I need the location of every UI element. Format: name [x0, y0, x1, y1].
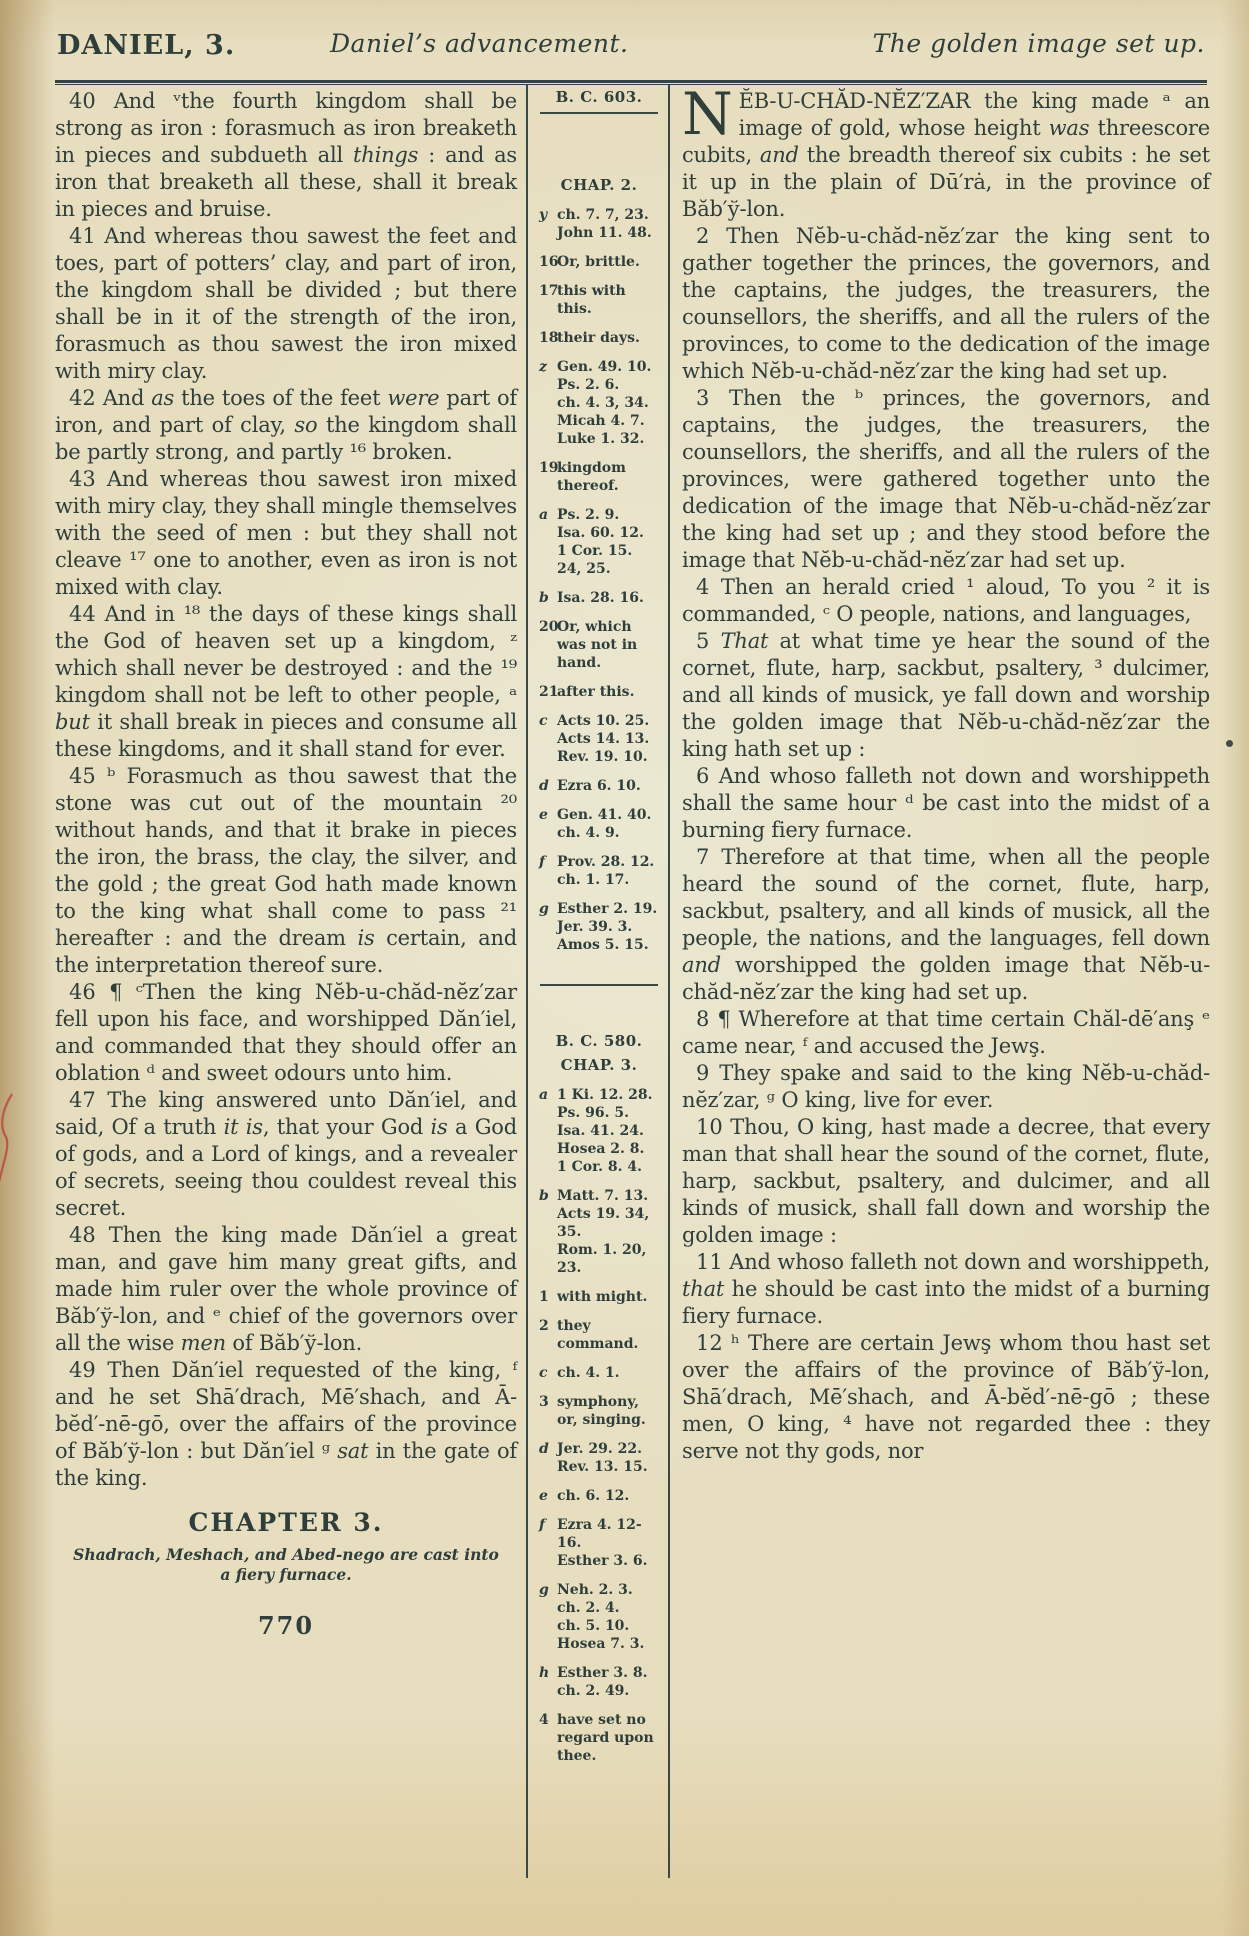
ref-line: ch. 5. 10.	[557, 1618, 630, 1634]
verse-number: 46	[69, 980, 96, 1004]
ref-line: Jer. 29. 22.	[557, 1441, 642, 1457]
ref-line: 1 Cor. 8. 4.	[557, 1159, 643, 1175]
ref-line: Jer. 39. 3.	[557, 919, 633, 935]
verse-number: 9	[696, 1061, 710, 1085]
ref-line: kingdom thereof.	[557, 460, 626, 494]
ref-line: ch. 4. 1.	[557, 1365, 620, 1381]
ref-line: Ps. 2. 6.	[557, 377, 620, 393]
ref-line: John 11. 48.	[557, 225, 652, 241]
page-number: 770	[257, 1611, 315, 1640]
ref-line: Acts 10. 25.	[557, 713, 650, 729]
ref-line: Rev. 19. 10.	[557, 749, 648, 765]
verse-number: 44	[69, 602, 96, 626]
verse-8: 8 ¶ Wherefore at that time certain Chăl-dē′anş ᵉ came near, ᶠ and accused the Jewş.	[682, 1007, 1210, 1058]
ref-line: after this.	[557, 684, 635, 700]
chapter-3-summary: Shadrach, Meshach, and Abed-nego are cast into a fiery furnace.	[73, 1545, 499, 1584]
ref-marker: 19	[539, 460, 559, 476]
ref-marker: c	[539, 713, 548, 729]
ref-marker: f	[539, 854, 546, 870]
cross-ref-e	[538, 806, 660, 842]
verse-number: 5	[696, 629, 710, 653]
verse-number: 48	[69, 1223, 96, 1247]
verse-11: 11 And whoso falleth not down and worshippeth, that he should be cast into the midst of a burning fiery furnace.	[682, 1250, 1210, 1328]
verse-49: 49 Then Dăn′iel requested of the king, ᶠ and he set Shā′drach, Mē′shach, and Ā-bĕd′-nē-gō, over the affairs of the province of Băb′ў-lon : but Dăn′iel ᵍ sat in the gate of the king.	[55, 1358, 517, 1490]
cross-ref-d	[538, 1440, 660, 1476]
verse-number: 43	[69, 467, 96, 491]
ref-marker: z	[539, 359, 547, 375]
ref-marker: 4	[539, 1712, 549, 1728]
cross-ref-16	[538, 253, 660, 271]
ref-marker: 16	[539, 254, 559, 270]
ref-line: their days.	[557, 330, 640, 346]
ref-marker: a	[539, 1087, 549, 1103]
ref-line: Ps. 96. 5.	[557, 1105, 630, 1121]
ref-marker: d	[539, 778, 549, 794]
verse-2: 2 Then Nĕb-u-chăd-nĕz′zar the king sent to gather together the princes, the governors, and the captains, the judges, the treasurers, the counsellors, the sheriffs, and all the rulers of the provinces, to come to the dedication of the image which Nĕb-u-chăd-nĕz′zar the king had set up.	[682, 224, 1210, 383]
ref-line: Rev. 13. 15.	[557, 1459, 648, 1475]
ref-line: Ezra 4. 12-16.	[557, 1517, 642, 1551]
ref-line: with might.	[557, 1289, 648, 1305]
ref-line: ch. 7. 7, 23.	[557, 207, 649, 223]
ref-marker: g	[539, 1582, 549, 1598]
cross-ref-3	[538, 1393, 660, 1429]
ref-marker: h	[539, 1665, 550, 1681]
red-pen-mark	[0, 1092, 23, 1188]
ref-marker: d	[539, 1441, 549, 1457]
cross-ref-g	[538, 900, 660, 954]
ref-line: have set no regard upon thee.	[557, 1712, 654, 1764]
ref-marker: e	[539, 807, 548, 823]
verse-number: 10	[696, 1115, 723, 1139]
ref-marker: 21	[539, 684, 559, 700]
verse-41: 41 And whereas thou sawest the feet and toes, part of potters’ clay, and part of iron, the kingdom shall be divided ; but there shall be in it of the strength of the iron, forasmuch as thou sawest the iron mixed with miry clay.	[55, 224, 517, 383]
ref-line: ch. 1. 17.	[557, 872, 630, 888]
cross-ref-a	[538, 1086, 660, 1176]
ref-line: Or, which was not in hand.	[557, 619, 638, 671]
cross-ref-f	[538, 853, 660, 889]
ref-line: Amos 5. 15.	[557, 937, 649, 953]
cross-ref-h	[538, 1664, 660, 1700]
ref-marker: b	[539, 590, 549, 606]
daniel-3-verses	[682, 80, 1211, 1465]
ref-line: Ps. 2. 9.	[557, 507, 620, 523]
ref-marker: y	[539, 207, 548, 223]
ref-line: Ezra 6. 10.	[557, 778, 641, 794]
column-rule-left	[526, 84, 528, 1878]
ref-marker: 2	[539, 1318, 549, 1334]
left-text-column	[55, 88, 517, 1640]
chapter-label: CHAP. 3.	[560, 1056, 638, 1074]
page-header	[0, 24, 1249, 78]
ref-line: Isa. 28. 16.	[557, 590, 644, 606]
ref-line: Gen. 49. 10.	[557, 359, 652, 375]
ref-marker: 18	[539, 330, 559, 346]
cross-ref-z	[538, 358, 660, 448]
cross-ref-e	[538, 1487, 660, 1505]
verse-5: 5 That at what time ye hear the sound of the cornet, flute, harp, sackbut, psaltery, ³ dulcimer, and all kinds of musick, ye fall down and worship the golden image that Nĕb-u-chăd-nĕz′zar the king hath set up :	[682, 629, 1210, 761]
verse-number: 42	[69, 386, 96, 410]
verse-45: 45 ᵇ Forasmuch as thou sawest that the stone was cut out of the mountain ²⁰ without hands, and that it brake in pieces the iron, the brass, the clay, the silver, and the gold ; the great God hath made known to the king what shall come to pass ²¹ hereafter : and the dream is certain, and the interpretation thereof sure.	[55, 764, 518, 977]
verse-10: 10 Thou, O king, hast made a decree, that every man that shall hear the sound of the cornet, flute, harp, sackbut, psaltery, and dulcimer, and all kinds of musick, shall fall down and worship the golden image :	[682, 1115, 1211, 1247]
running-head-right: The golden image set up.	[872, 29, 1205, 58]
ref-marker: 3	[539, 1394, 549, 1410]
cross-ref-4	[538, 1711, 660, 1765]
ref-line: Isa. 41. 24.	[557, 1123, 644, 1139]
verse-1: NĔB-U-CHĂD-NĔZ′ZAR the king made ᵃ an image of gold, whose height was threescore cubits, and the breadth thereof six cubits : he set it up in the plain of Dū′rȧ, in the province of Băb′ў-lon.	[682, 80, 1210, 221]
cross-reference-column	[538, 88, 660, 1776]
ref-marker: b	[539, 1188, 549, 1204]
ref-line: Or, brittle.	[557, 254, 640, 270]
ref-marker: g	[539, 901, 549, 917]
verse-number: 8	[696, 1007, 710, 1031]
ref-line: ch. 2. 4.	[557, 1600, 620, 1616]
ref-marker: f	[539, 1517, 546, 1533]
ref-line: Micah 4. 7.	[557, 413, 645, 429]
ref-line: they command.	[557, 1318, 639, 1352]
column-rule-right	[668, 84, 670, 1878]
verse-48: 48 Then the king made Dăn′iel a great man, and gave him many great gifts, and made him ruler over the whole province of Băb′ў-lon, and ᵉ chief of the governors over all the wise men of Băb′ў-lon.	[55, 1223, 517, 1355]
verse-number: 12	[696, 1331, 723, 1355]
cross-ref-d	[538, 777, 660, 795]
right-text-column	[682, 80, 1211, 1465]
page-title: DANIEL, 3.	[57, 30, 236, 61]
ref-line: Matt. 7. 13.	[557, 1188, 649, 1204]
verse-number: 6	[696, 764, 710, 788]
cross-ref-y	[538, 206, 660, 242]
cross-ref-20	[538, 618, 660, 672]
ref-line: ch. 6. 12.	[557, 1488, 630, 1504]
ref-line: Hosea 7. 3.	[557, 1636, 645, 1652]
ref-line: Prov. 28. 12.	[557, 854, 655, 870]
ref-line: Neh. 2. 3.	[557, 1582, 633, 1598]
cross-ref-c	[538, 712, 660, 766]
ref-marker: e	[539, 1488, 548, 1504]
ref-marker: c	[539, 1365, 548, 1381]
ref-line: Esther 3. 8.	[557, 1665, 648, 1681]
verse-9: 9 They spake and said to the king Nĕb-u-chăd-nĕz′zar, ᵍ O king, live for ever.	[682, 1061, 1210, 1112]
cross-ref-18	[538, 329, 660, 347]
cross-ref-a	[538, 506, 660, 578]
ref-line: Gen. 41. 40.	[557, 807, 652, 823]
cross-ref-b	[538, 1187, 660, 1277]
ref-line: 1 Cor. 15. 24, 25.	[557, 543, 633, 577]
ref-marker: 17	[539, 283, 559, 299]
verse-47: 47 The king answered unto Dăn′iel, and said, Of a truth it is, that your God is a God of gods, and a Lord of kings, and a revealer of secrets, seeing thou couldest reveal this secret.	[55, 1088, 518, 1220]
daniel-2-verses	[55, 88, 517, 1492]
ref-line: symphony, or, singing.	[557, 1394, 646, 1428]
verse-number: 47	[69, 1088, 96, 1112]
verse-3: 3 Then the ᵇ princes, the governors, and captains, the judges, the treasurers, the counsellors, the sheriffs, and all the rulers of the provinces, were gathered together unto the dedication of the image that Nĕb-u-chăd-nĕz′zar the king had set up ; and they stood before the image that Nĕb-u-chăd-nĕz′zar had set up.	[682, 386, 1210, 572]
cross-ref-g	[538, 1581, 660, 1653]
verse-number: 4	[696, 575, 710, 599]
ref-marker: 20	[539, 619, 559, 635]
ref-line: Esther 3. 6.	[557, 1553, 648, 1569]
cross-ref-f	[538, 1516, 660, 1570]
ref-marker: 1	[539, 1289, 549, 1305]
ref-line: ch. 2. 49.	[557, 1683, 630, 1699]
verse-number: 11	[696, 1250, 723, 1274]
cross-ref-b	[538, 589, 660, 607]
verse-number: 41	[69, 224, 96, 248]
verse-44: 44 And in ¹⁸ the days of these kings shall the God of heaven set up a kingdom, ᶻ which shall never be destroyed : and the ¹⁹ kingdom shall not be left to other people, ᵃ but it shall break in pieces and consume all these kingdoms, and it shall stand for ever.	[55, 602, 517, 761]
ref-line: Acts 14. 13.	[557, 731, 650, 747]
ink-spot	[1226, 740, 1233, 747]
ref-line: this with this.	[557, 283, 626, 317]
cross-ref-2	[538, 1317, 660, 1353]
section-divider-rule	[540, 984, 658, 986]
verse-number: 2	[696, 224, 710, 248]
verse-number: 49	[69, 1358, 96, 1382]
verse-number: 45	[69, 764, 96, 788]
verse-40: 40 And ᵛthe fourth kingdom shall be strong as iron : forasmuch as iron breaketh in pieces and subdueth all things : and as iron that breaketh all these, shall it break in pieces and bruise.	[55, 89, 517, 221]
verse-42: 42 And as the toes of the feet were part of iron, and part of clay, so the kingdom shall be partly strong, and partly ¹⁶ broken.	[55, 386, 518, 464]
ref-line: Isa. 60. 12.	[557, 525, 644, 541]
chapter-3-heading: CHAPTER 3.	[188, 1508, 384, 1537]
cross-ref-21	[538, 683, 660, 701]
dropcap-initial: N	[682, 80, 733, 148]
cross-ref-19	[538, 459, 660, 495]
verse-6: 6 And whoso falleth not down and worshippeth shall the same hour ᵈ be cast into the midst of a burning fiery furnace.	[682, 764, 1210, 842]
cross-ref-1	[538, 1288, 660, 1306]
ref-line: ch. 4. 3, 34.	[557, 395, 649, 411]
bc-rule	[540, 112, 658, 114]
cross-ref-c	[538, 1364, 660, 1382]
ref-line: Acts 19. 34, 35.	[557, 1206, 650, 1240]
ref-line: 1 Ki. 12. 28.	[557, 1087, 653, 1103]
ref-line: Rom. 1. 20, 23.	[557, 1242, 647, 1276]
bc-date-label: B. C. 580.	[555, 1032, 643, 1050]
verse-7: 7 Therefore at that time, when all the people heard the sound of the cornet, flute, harp, sackbut, psaltery, and all kinds of musick, all the people, the nations, and the languages, fell down and worshipped the golden image that Nĕb-u-chăd-nĕz′zar the king had set up.	[682, 845, 1210, 1004]
cross-ref-17	[538, 282, 660, 318]
chapter-label: CHAP. 2.	[560, 176, 638, 194]
ref-line: Esther 2. 19.	[557, 901, 658, 917]
verse-12: 12 ʰ There are certain Jewş whom thou hast set over the affairs of the province of Băb′ў-lon, Shā′drach, Mē′shach, and Ā-bĕd′-nē-gō ; these men, O king, ⁴ have not regarded thee : they serve not thy gods, nor	[682, 1331, 1210, 1463]
running-head-left: Daniel’s advancement.	[330, 29, 629, 58]
ref-line: ch. 4. 9.	[557, 825, 620, 841]
verse-number: 3	[696, 386, 710, 410]
verse-number: 40	[69, 89, 96, 113]
verse-number: 7	[696, 845, 710, 869]
verse-43: 43 And whereas thou sawest iron mixed with miry clay, they shall mingle themselves with the seed of men : but they shall not cleave ¹⁷ one to another, even as iron is not mixed with clay.	[55, 467, 517, 599]
verse-46: 46 ¶ ᶜThen the king Nĕb-u-chăd-nĕz′zar fell upon his face, and worshipped Dăn′iel, and commanded that they should offer an oblation ᵈ and sweet odours unto him.	[55, 980, 517, 1085]
verse-4: 4 Then an herald cried ¹ aloud, To you ² it is commanded, ᶜ O people, nations, and languages,	[682, 575, 1210, 626]
bc-date-label: B. C. 603.	[555, 88, 643, 106]
ref-line: Luke 1. 32.	[557, 431, 645, 447]
ref-line: Hosea 2. 8.	[557, 1141, 645, 1157]
ref-marker: a	[539, 507, 549, 523]
